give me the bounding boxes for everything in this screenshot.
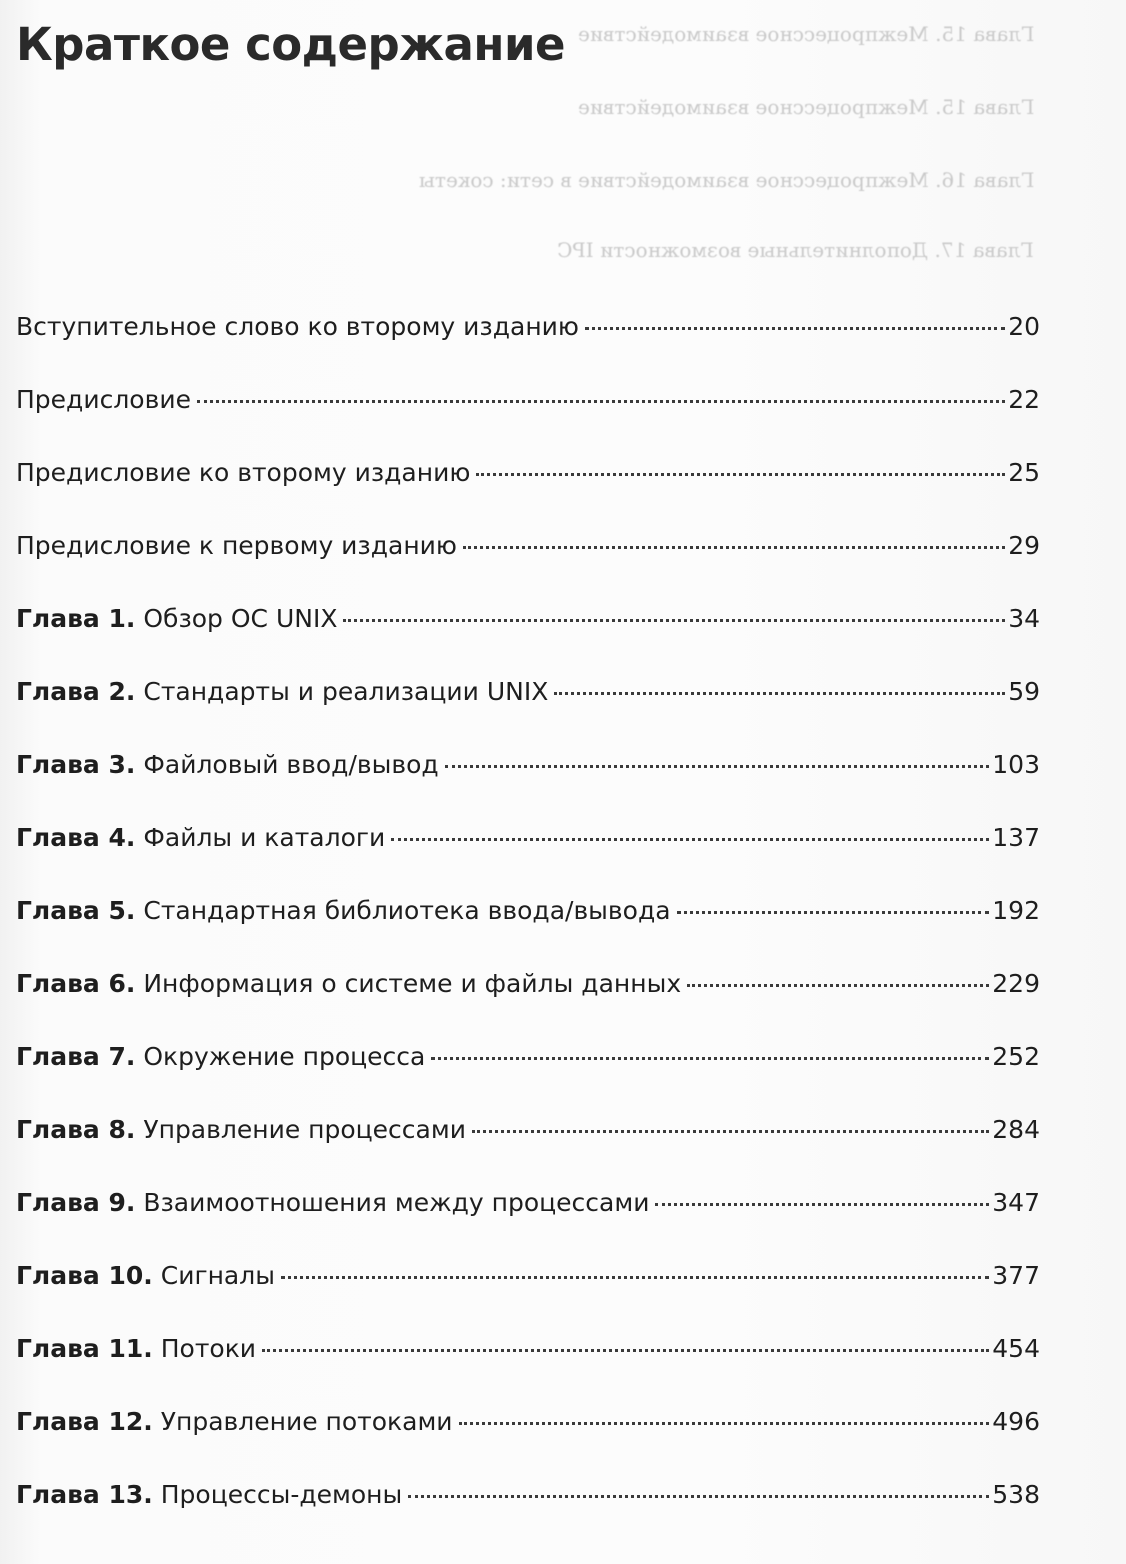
dot-leader [197,400,1005,403]
page-number: 252 [992,1042,1040,1071]
entry-title: Потоки [160,1334,257,1363]
toc-entry-label [16,750,439,779]
chapter-number: Глава 9. [16,1188,136,1217]
entry-title: Стандарты и реализации UNIX [143,677,549,706]
page-number: 377 [992,1261,1040,1290]
toc-entry-label [16,1042,425,1071]
toc-entry-label [16,385,191,414]
page-number: 103 [992,750,1040,779]
page-number: 59 [1008,677,1040,706]
dot-leader [687,984,989,987]
page-number: 229 [992,969,1040,998]
toc-entry-label [16,969,681,998]
chapter-number: Глава 3. [16,750,136,779]
toc-entry [16,1115,1040,1188]
page-number: 34 [1008,604,1040,633]
toc-entry [16,677,1040,750]
page-number: 137 [992,823,1040,852]
dot-leader [343,619,1005,622]
toc-entry [16,385,1040,458]
bleed-through-line: Глава 15. Межпроцессное взаимодействие [577,22,1034,46]
entry-title: Сигналы [160,1261,275,1290]
toc-entry [16,1407,1040,1480]
toc-entry [16,750,1040,823]
toc-entry-label [16,823,385,852]
entry-title: Процессы-демоны [160,1480,403,1509]
dot-leader [431,1057,989,1060]
toc-entry-label [16,312,579,341]
toc-entry [16,896,1040,969]
page-number: 20 [1008,312,1040,341]
chapter-number: Глава 11. [16,1334,153,1363]
entry-title: Файловый ввод/вывод [143,750,439,779]
toc-entry-label [16,1188,649,1217]
entry-title: Файлы и каталоги [143,823,386,852]
dot-leader [655,1203,989,1206]
bleed-through-line: Глава 16. Межпроцессное взаимодействие в сети: сокеты [418,168,1034,192]
chapter-number: Глава 12. [16,1407,153,1436]
toc-entry-label [16,896,671,925]
page-number: 347 [992,1188,1040,1217]
entry-title: Вступительное слово ко второму изданию [16,312,579,341]
dot-leader [472,1130,989,1133]
toc-entry [16,823,1040,896]
page-number: 22 [1008,385,1040,414]
dot-leader [281,1276,989,1279]
bleed-through-line: Глава 17. Дополнительные возможности IPC [557,238,1034,262]
dot-leader [459,1422,990,1425]
page-number: 192 [992,896,1040,925]
chapter-number: Глава 5. [16,896,136,925]
dot-leader [408,1495,989,1498]
dot-leader [554,692,1005,695]
chapter-number: Глава 6. [16,969,136,998]
page-number: 284 [992,1115,1040,1144]
chapter-number: Глава 10. [16,1261,153,1290]
entry-title: Управление потоками [160,1407,453,1436]
chapter-number: Глава 4. [16,823,136,852]
page-number: 25 [1008,458,1040,487]
entry-title: Окружение процесса [143,1042,426,1071]
entry-title: Управление процессами [143,1115,466,1144]
toc-entry-label [16,458,470,487]
bleed-through-line: Глава 15. Межпроцессное взаимодействие [577,95,1034,119]
toc-entry-label [16,1480,402,1509]
toc-entry [16,1261,1040,1334]
chapter-number: Глава 1. [16,604,136,633]
dot-leader [463,546,1005,549]
toc-entry-label [16,531,457,560]
chapter-number: Глава 7. [16,1042,136,1071]
dot-leader [476,473,1005,476]
entry-title: Стандартная библиотека ввода/вывода [143,896,671,925]
dot-leader [677,911,990,914]
entry-title: Предисловие [16,385,191,414]
toc-entry [16,1334,1040,1407]
toc-entry [16,604,1040,677]
toc-entry-label [16,1334,256,1363]
entry-title: Предисловие к первому изданию [16,531,457,560]
dot-leader [262,1349,989,1352]
dot-leader [445,765,990,768]
toc-entry [16,969,1040,1042]
page-number: 29 [1008,531,1040,560]
toc-entry [16,1042,1040,1115]
toc-entry-label [16,1261,275,1290]
toc-entry [16,1188,1040,1261]
chapter-number: Глава 13. [16,1480,153,1509]
entry-title: Взаимоотношения между процессами [143,1188,650,1217]
toc-entry [16,1480,1040,1553]
toc-entry [16,531,1040,604]
page-number: 454 [992,1334,1040,1363]
entry-title: Обзор ОС UNIX [143,604,338,633]
entry-title: Предисловие ко второму изданию [16,458,471,487]
chapter-number: Глава 8. [16,1115,136,1144]
dot-leader [391,838,989,841]
entry-title: Информация о системе и файлы данных [143,969,682,998]
toc-entry [16,312,1040,385]
page-number: 538 [992,1480,1040,1509]
dot-leader [585,327,1005,330]
toc-entry-label [16,677,548,706]
toc-entry-label [16,1115,466,1144]
toc-entry [16,458,1040,531]
page-number: 496 [992,1407,1040,1436]
chapter-number: Глава 2. [16,677,136,706]
page-title: Краткое содержание [16,18,566,71]
toc-entry-label [16,604,337,633]
table-of-contents [16,312,1040,1553]
toc-entry-label [16,1407,453,1436]
